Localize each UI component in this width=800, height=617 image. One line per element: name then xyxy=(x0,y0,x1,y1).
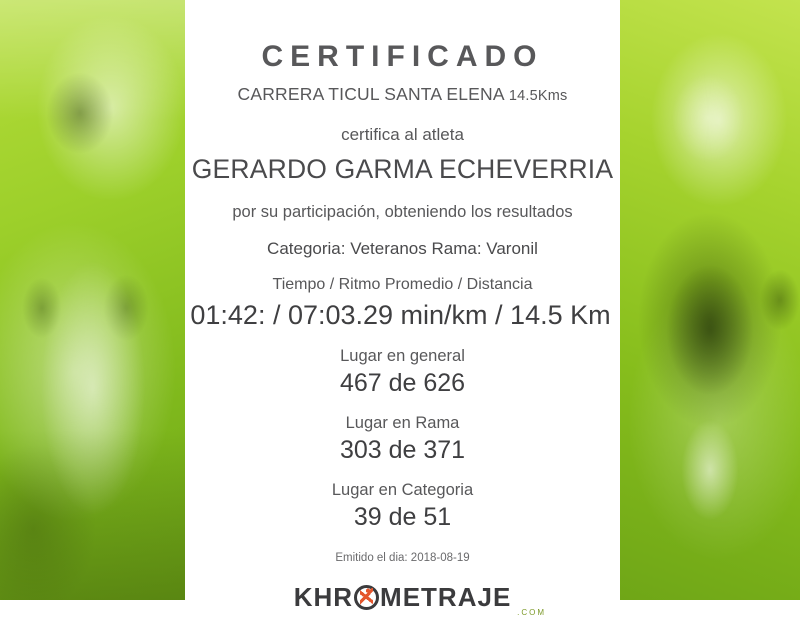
rama-place-label: Lugar en Rama xyxy=(345,414,460,432)
logo-text-after: METRAJE xyxy=(380,581,512,612)
runner-in-circle-icon xyxy=(354,585,379,610)
photo-left-shadow xyxy=(0,430,185,600)
race-name-line xyxy=(185,84,620,105)
general-place-label: Lugar en general xyxy=(340,347,465,365)
metrics-label: Tiempo / Ritmo Promedio / Distancia xyxy=(272,276,533,293)
participation-line: por su participación, obteniendo los resultados xyxy=(232,203,573,221)
runner-photo-left xyxy=(0,0,185,600)
issued-date: Emitido el dia: 2018-08-19 xyxy=(335,552,470,564)
certificate-title: CERTIFICADO xyxy=(261,40,544,73)
category-place-label: Lugar en Categoria xyxy=(331,481,474,499)
category-place-value: 39 de 51 xyxy=(353,503,452,531)
rama-place-value: 303 de 371 xyxy=(339,436,466,464)
logo-runner-glyph xyxy=(360,588,373,607)
logo-domain-suffix: .COM xyxy=(517,608,546,617)
category-line: Categoria: Veteranos Rama: Varonil xyxy=(267,239,538,258)
certifies-line: certifica al atleta xyxy=(341,125,464,144)
general-place-value: 467 de 626 xyxy=(339,369,466,397)
logo-text-before: KHR xyxy=(293,581,354,612)
race-distance: 14.5Kms xyxy=(508,88,568,104)
runner-photo-right xyxy=(620,0,800,600)
certificate-content xyxy=(185,0,620,617)
race-name: CARRERA TICUL SANTA ELENA xyxy=(237,84,504,104)
athlete-name: GERARDO GARMA ECHEVERRIA xyxy=(191,154,614,184)
metrics-value: 01:42: / 07:03.29 min/km / 14.5 Km xyxy=(190,300,611,330)
photo-right-shadow xyxy=(620,180,800,460)
photo-left-highlight xyxy=(0,0,185,120)
khronometraje-logo xyxy=(185,580,620,617)
